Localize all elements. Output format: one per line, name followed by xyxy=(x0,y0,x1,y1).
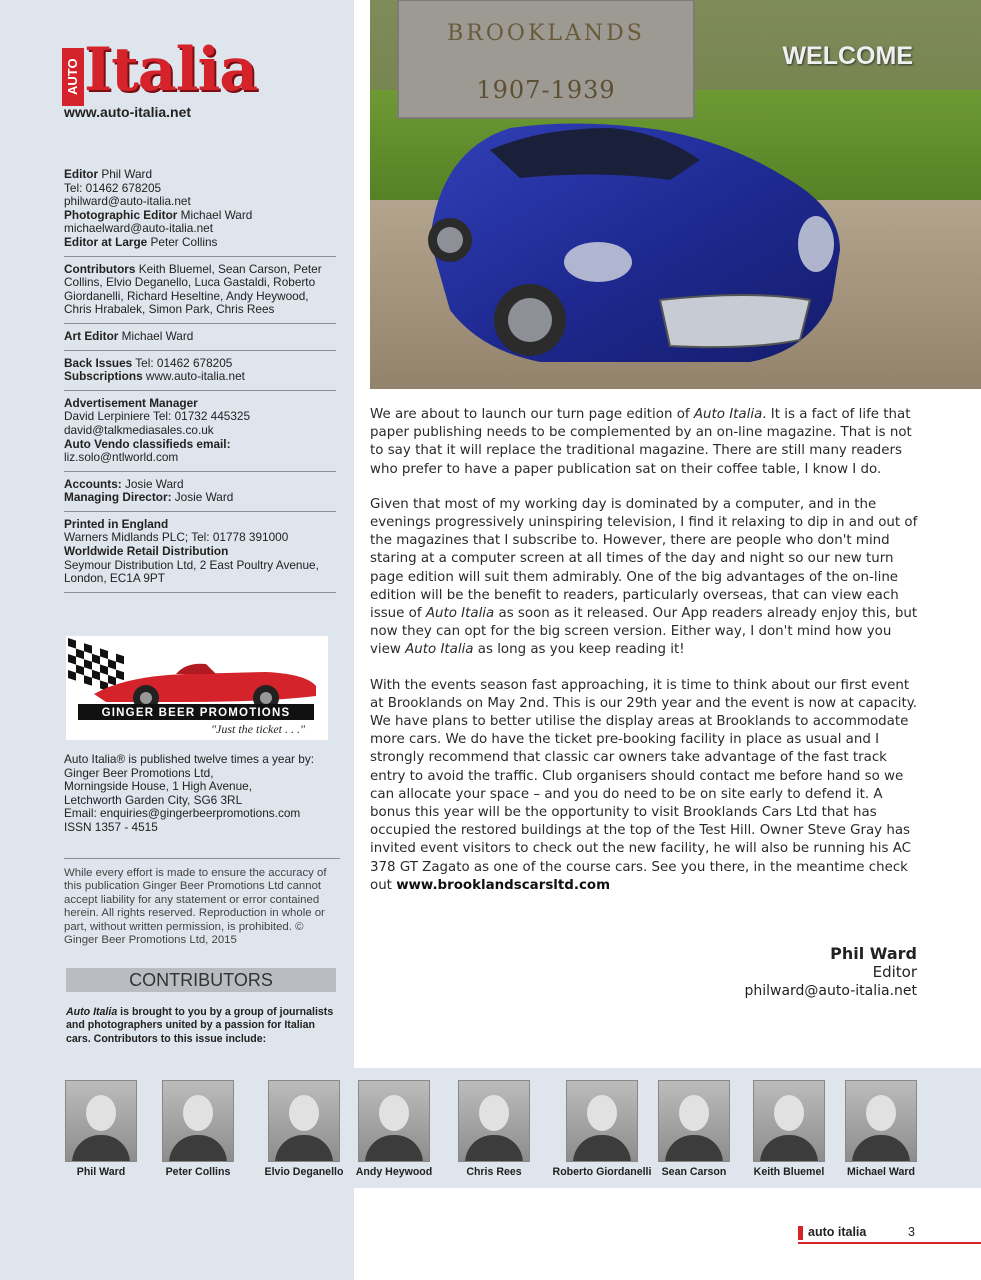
contributors-intro xyxy=(66,1006,338,1046)
publisher-line: Ginger Beer Promotions Ltd, xyxy=(64,765,214,780)
contributor-photo xyxy=(65,1080,137,1162)
staff-block xyxy=(64,478,336,512)
staff-line xyxy=(64,195,336,209)
staff-block xyxy=(64,168,336,257)
contributor-card xyxy=(840,1080,922,1178)
signoff-name: Phil Ward xyxy=(830,944,917,963)
staff-block xyxy=(64,330,336,351)
staff-line xyxy=(64,370,336,384)
contributor-card xyxy=(453,1080,535,1178)
staff-role: Photographic Editor xyxy=(64,207,178,222)
brooklands-link[interactable]: www.brooklandscarsltd.com xyxy=(396,877,611,893)
staff-role: Editor at Large xyxy=(64,234,148,249)
contributor-name: Roberto Giordanelli xyxy=(552,1166,652,1178)
publisher-issn: ISSN 1357 - 4515 xyxy=(64,819,158,834)
staff-detail: Phil Ward xyxy=(98,167,153,181)
signoff-email[interactable]: philward@auto-italia.net xyxy=(744,983,917,999)
staff-detail: www.auto-italia.net xyxy=(142,369,245,384)
staff-detail: Tel: 01462 678205 xyxy=(132,355,233,370)
contributors-heading: CONTRIBUTORS xyxy=(66,968,336,992)
page-number: 3 xyxy=(908,1225,915,1239)
publisher-line: Auto Italia® is published twelve times a year by: xyxy=(64,752,314,766)
footer-brand: auto italia xyxy=(808,1225,867,1239)
staff-detail: Tel: 01462 678205 xyxy=(64,180,162,195)
staff-line xyxy=(64,518,336,532)
magazine-title: Auto Italia xyxy=(405,642,474,658)
staff-line xyxy=(64,182,336,196)
staff-line xyxy=(64,222,336,236)
staff-line xyxy=(64,330,336,344)
publisher-line: Letchworth Garden City, SG6 3RL xyxy=(64,792,243,807)
contributor-photo xyxy=(162,1080,234,1162)
staff-detail: Josie Ward xyxy=(171,490,234,505)
footer-red-marker xyxy=(798,1226,803,1240)
publisher-email[interactable]: Email: enquiries@gingerbeerpromotions.com xyxy=(64,806,301,821)
contributor-photo xyxy=(658,1080,730,1162)
article-paragraph-3 xyxy=(370,677,918,895)
staff-role: Accounts: xyxy=(64,476,122,491)
magazine-title: Auto Italia xyxy=(425,606,495,622)
gbp-tagline: "Just the ticket . . ." xyxy=(210,722,306,736)
staff-role: Art Editor xyxy=(64,328,119,343)
contributor-name: Elvio Deganello xyxy=(264,1166,344,1178)
article-text: With the events season fast approaching, it is time to think about our first event at Brooklands on May 2nd. This is our 29th year and the event is now at capacity. We have plans to better utilise the display areas at Brooklands to accommodate more cars. We do have the ticket pre-booking facility in place as usual and I strongly recommend that classic car owners take advantage of the fast track entry to avoid the traffic. Club organisers should contact me before hand so we can allocate your space – and you do need to be on site early to defend it. A bonus this year will be the opportunity to visit Brooklands Cars Ltd that has occupied the restored buildings at the top of the Test Hill. Owner Steve Gray has invited event visitors to check out the new facility, he will also be running his AC 378 GT Zagato as one of the course cars. See you there, in the meantime check out xyxy=(370,677,917,893)
staff-line xyxy=(64,424,336,438)
article-paragraph-2 xyxy=(370,496,918,660)
gbp-banner-text: GINGER BEER PROMOTIONS xyxy=(101,707,291,719)
contributor-card xyxy=(653,1080,735,1178)
signoff-role: Editor xyxy=(872,963,917,981)
staff-role: Back Issues xyxy=(64,355,133,370)
contributor-name: Sean Carson xyxy=(661,1166,727,1178)
staff-line xyxy=(64,168,336,182)
contributor-name: Andy Heywood xyxy=(355,1166,433,1178)
checkered-flag-race-car-icon xyxy=(66,636,328,740)
staff-block xyxy=(64,357,336,391)
staff-block xyxy=(64,263,336,324)
contributor-photo xyxy=(566,1080,638,1162)
staff-detail: David Lerpiniere Tel: 01732 445325 xyxy=(64,409,251,424)
staff-detail: Warners Midlands PLC; Tel: 01778 391000 xyxy=(64,530,289,545)
article-text: . It is a fact of life that paper publishing needs to be complemented by an on-line magazine. That is not to say that it will replace the traditional magazine. There are still many readers who prefer to have a paper publication sat on their coffee table, I know I do. xyxy=(370,407,912,477)
editor-signoff xyxy=(744,944,917,1001)
staff-line xyxy=(64,478,336,492)
staff-credits xyxy=(64,168,336,599)
staff-line xyxy=(64,451,336,465)
publisher-info xyxy=(64,753,344,835)
staff-line xyxy=(64,263,336,317)
ginger-beer-promotions-logo xyxy=(66,636,328,740)
contributor-photo xyxy=(458,1080,530,1162)
staff-role: Auto Vendo classifieds email: xyxy=(64,436,231,451)
staff-detail: michaelward@auto-italia.net xyxy=(64,221,214,236)
website-url[interactable]: www.auto-italia.net xyxy=(64,104,192,120)
staff-block xyxy=(64,397,336,472)
staff-detail: Seymour Distribution Ltd, 2 East Poultry Avenue, London, EC1A 9PT xyxy=(64,557,319,586)
staff-role: Worldwide Retail Distribution xyxy=(64,544,229,559)
staff-detail: Peter Collins xyxy=(147,234,218,249)
contributor-photo xyxy=(845,1080,917,1162)
contributor-name: Michael Ward xyxy=(847,1166,915,1178)
staff-line xyxy=(64,491,336,505)
contributor-card xyxy=(552,1080,652,1178)
staff-line xyxy=(64,531,336,545)
publisher-line: Morningside House, 1 High Avenue, xyxy=(64,779,252,794)
staff-line xyxy=(64,397,336,411)
article-text: We are about to launch our turn page edition of xyxy=(370,407,694,422)
staff-detail: Michael Ward xyxy=(118,328,194,343)
staff-role: Managing Director: xyxy=(64,490,172,505)
contributor-name: Chris Rees xyxy=(466,1166,522,1178)
article-text: as soon as it released. Our App readers already enjoy this, but now they can opt for the big screen version. Either way, I don't mind how you view xyxy=(370,606,918,658)
intro-text: is brought to you by a group of journalists and photographers united by a passion for Italian cars. Contributors to this issue include: xyxy=(66,1006,334,1045)
contributor-photo xyxy=(753,1080,825,1162)
staff-role: Subscriptions xyxy=(64,369,143,384)
staff-role: Printed in England xyxy=(64,516,169,531)
contributor-card xyxy=(748,1080,830,1178)
brooklands-years-text: 1907-1939 xyxy=(476,76,616,104)
contributor-photos xyxy=(0,1080,981,1180)
staff-line xyxy=(64,357,336,371)
auto-italia-logo xyxy=(62,35,274,106)
staff-role: Advertisement Manager xyxy=(64,395,198,410)
logo-italia-text: Italia xyxy=(84,35,258,105)
contributor-name: Phil Ward xyxy=(76,1166,126,1178)
staff-detail: Josie Ward xyxy=(121,476,184,491)
staff-detail: liz.solo@ntlworld.com xyxy=(64,450,179,465)
editorial-article xyxy=(370,406,918,912)
disclaimer: While every effort is made to ensure the accuracy of this publication Ginger Beer Promotions Ltd cannot accept liability for any statement or error contained herein. All rights reserved. Reproduction in whole or part, without written permission, is prohibited. © Ginger Beer Promotions Ltd, 2015 xyxy=(64,858,340,947)
logo-auto-text: AUTO xyxy=(62,48,84,106)
contributor-photo xyxy=(358,1080,430,1162)
contributor-photo xyxy=(268,1080,340,1162)
intro-magazine-name: Auto Italia xyxy=(66,1006,118,1018)
contributor-card xyxy=(353,1080,435,1178)
hero-photo xyxy=(370,0,981,389)
staff-detail: Keith Bluemel, Sean Carson, Peter Collins, Elvio Deganello, Luca Gastaldi, Roberto Giordanelli, Richard Heseltine, Andy Heywood, Chris Hrabalek, Simon Park, Chris Rees xyxy=(64,261,322,317)
welcome-heading: WELCOME xyxy=(782,42,913,70)
contributor-card xyxy=(157,1080,239,1178)
article-paragraph-1 xyxy=(370,406,918,479)
staff-line xyxy=(64,559,336,586)
magazine-title: Auto Italia xyxy=(693,407,763,422)
staff-role: Contributors xyxy=(64,261,136,276)
staff-role: Editor xyxy=(64,167,99,181)
article-text: as long as you keep reading it! xyxy=(473,642,685,658)
contributor-card xyxy=(254,1080,354,1178)
staff-detail: Michael Ward xyxy=(177,207,253,222)
brooklands-sign-text: BROOKLANDS xyxy=(447,21,645,46)
staff-block xyxy=(64,518,336,593)
staff-line xyxy=(64,438,336,452)
page-footer xyxy=(798,1224,981,1244)
staff-line xyxy=(64,209,336,223)
contributor-name: Peter Collins xyxy=(165,1166,231,1178)
contributor-name: Keith Bluemel xyxy=(753,1166,825,1178)
staff-line xyxy=(64,545,336,559)
staff-line xyxy=(64,236,336,250)
contributor-card xyxy=(60,1080,142,1178)
article-text: Given that most of my working day is dominated by a computer, and in the evenings progressively uninspiring television, I find it relaxing to dip in and out of the magazines that I subscribe to. However, there are people who don't mind staring at a computer screen at all times of the day and night so our new turn page edition will suit them admirably. One of the big advantages of the on-line edition will be the benefit to readers, particularly overseas, that can view each issue of xyxy=(370,496,918,622)
staff-detail: philward@auto-italia.net xyxy=(64,194,191,209)
staff-line xyxy=(64,410,336,424)
staff-detail: david@talkmediasales.co.uk xyxy=(64,422,214,437)
